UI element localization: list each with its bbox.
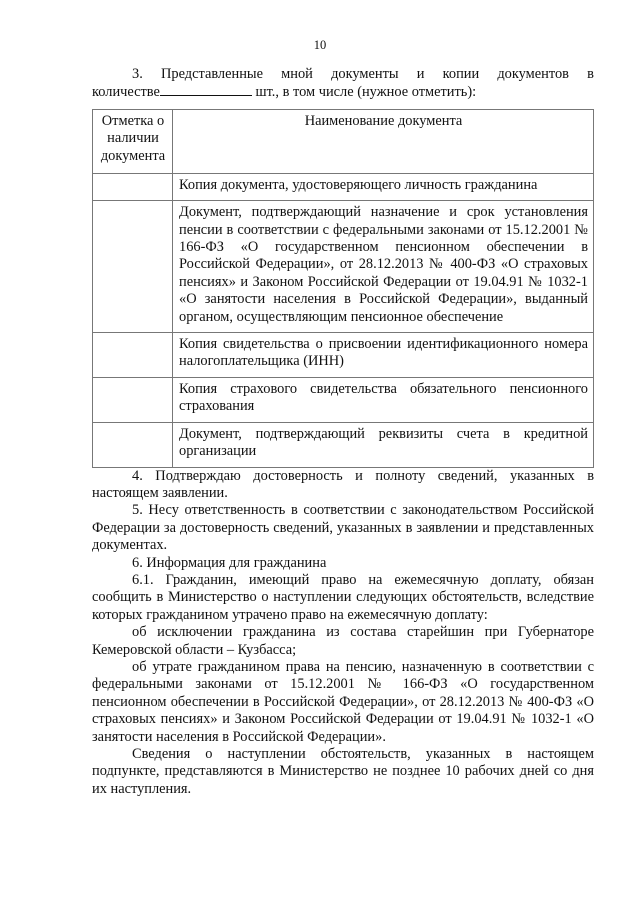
header-mark-column: Отметка о наличии документа [93,109,173,173]
documents-table [92,109,594,468]
item-6-1-paragraph: 6.1. Гражданин, имеющий право на ежемесячную доплату, обязан сообщить в Министерство о наступлении следующих обстоятельств, вследствие которых гражданином утрачено право на ежемесячную доплату: [92,571,594,623]
quantity-blank-field[interactable] [160,83,252,96]
item-6-title: 6. Информация для гражданина [132,554,327,571]
item-3-word: в [587,66,594,82]
item-3-word: Представленные [160,66,263,82]
table-row [93,333,594,378]
mark-checkbox-cell[interactable] [93,201,173,333]
item-3-word: копии [442,66,480,82]
header-name-column: Наименование документа [173,109,594,173]
item-5-paragraph: 5. Несу ответственность в соответствии с законодательством Российской Федерации за достоверность сведений, указанных в заявлении и представленных документах. [92,502,594,554]
document-name-cell: Копия свидетельства о присвоении идентификационного номера налогоплательщика (ИНН) [173,333,594,378]
document-name-cell: Копия документа, удостоверяющего личность гражданина [173,173,594,200]
item-6-1-case-elders: об исключении гражданина из состава старейшин при Губернаторе Кемеровской области – Кузбасса; [92,624,594,658]
item-3-word: 3. [132,66,143,82]
table-row [93,377,594,422]
document-name-cell: Документ, подтверждающий реквизиты счета в кредитной организации [173,422,594,467]
item-4-paragraph: 4. Подтверждаю достоверность и полноту сведений, указанных в настоящем заявлении. [92,467,594,501]
quantity-suffix: шт., в том числе (нужное отметить): [251,84,477,101]
mark-checkbox-cell[interactable] [93,333,173,378]
table-header-row [93,109,594,173]
item-3-paragraph [92,66,594,102]
item-3-word: документов [497,66,569,82]
item-3-word: мной [281,66,313,82]
table-row [93,173,594,200]
item-6-1-deadline: Сведения о наступлении обстоятельств, указанных в настоящем подпункте, представляются в Министерство не позднее 10 рабочих дней со дня их наступления. [92,746,594,797]
mark-checkbox-cell[interactable] [93,173,173,200]
item-6-1-case-pension: об утрате гражданином права на пенсию, назначенную в соответствии с федеральными законами от 15.12.2001 № 166-ФЗ «О государственном пенсионном обеспечении в Российской Федерации», от 28.12.2013 № 400-ФЗ «О страховых пенсиях» и Законом Российской Федерации от 19.04.91 № 1032-1 «О занятости населения в Российской Федерации». [92,658,594,745]
document-name-cell: Копия страхового свидетельства обязательного пенсионного страхования [173,377,594,422]
mark-checkbox-cell[interactable] [93,377,173,422]
table-row [93,201,594,333]
item-3-word: документы [331,66,399,82]
mark-checkbox-cell[interactable] [93,422,173,467]
document-name-cell: Документ, подтверждающий назначение и срок установления пенсии в соответствии с федеральными законами от 15.12.2001 № 166-ФЗ «О государственном пенсионном обеспечении в Российской Федерации», от 28.12.2013 № 400-ФЗ «О страховых пенсиях» и Законом Российской Федерации от 19.04.91 № 1032-1 «О занятости населения в Российской Федерации», выданный органом, осуществляющим пенсионное обеспечение [173,201,594,333]
document-body [92,66,594,798]
item-3-word: и [416,66,425,82]
item-3-line-2 [92,83,594,101]
item-3-line-1 [92,66,594,83]
table-row [93,422,594,467]
page-number: 10 [313,38,327,52]
quantity-label: количестве [92,84,160,101]
